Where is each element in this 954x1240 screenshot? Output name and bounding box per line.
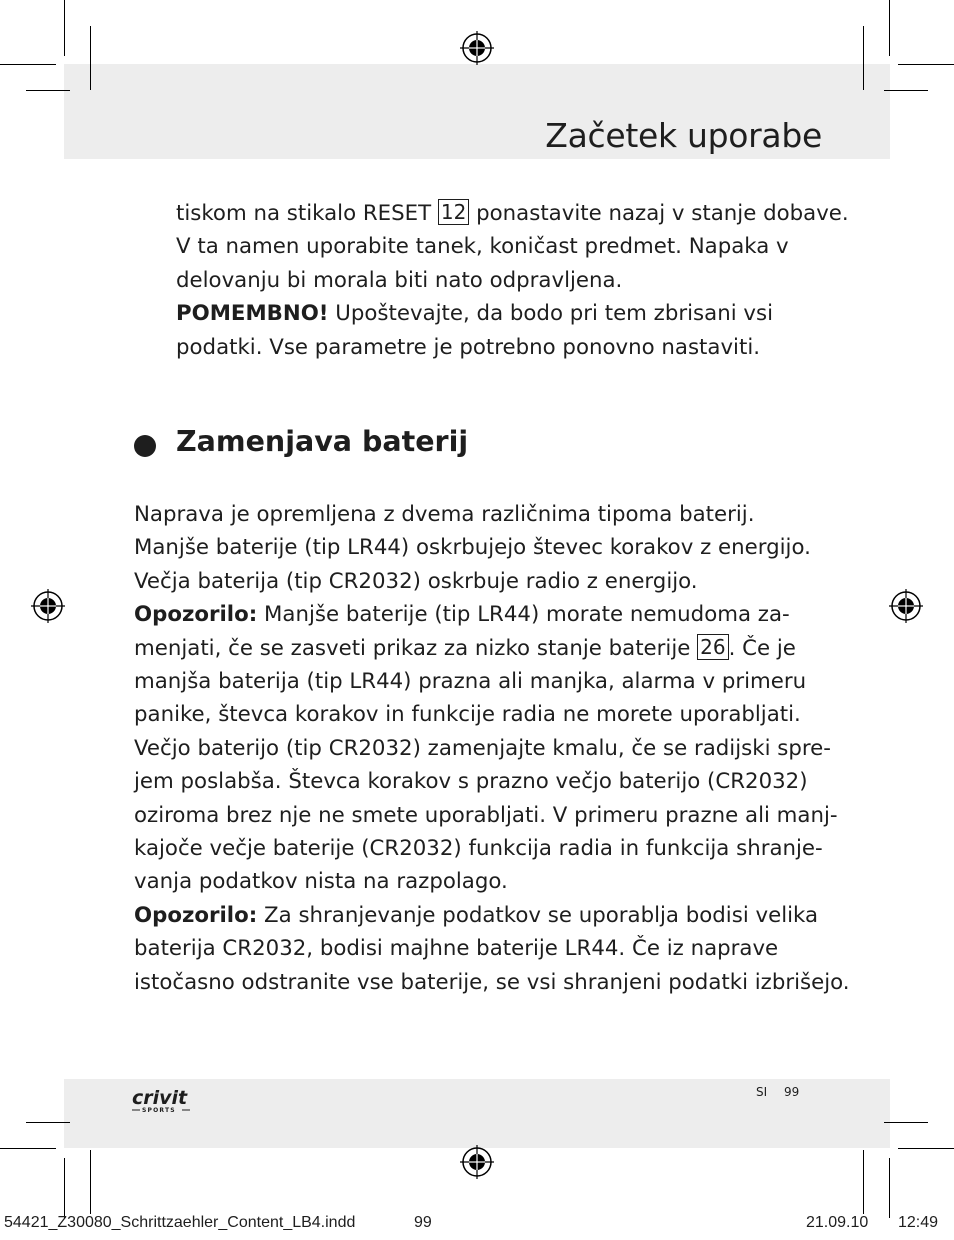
text-line — [134, 899, 854, 932]
text-span: Manjše baterije (tip LR44) morate nemudoma za- — [257, 602, 790, 628]
crop-mark — [898, 64, 954, 65]
text-span: Upoštevajte, da bodo pri tem zbrisani vsi — [328, 301, 773, 327]
text-line: baterija CR2032, bodisi majhne baterije LR44. Če iz naprave — [134, 936, 779, 962]
crop-mark — [884, 90, 928, 91]
crop-mark — [889, 0, 890, 56]
crop-mark — [0, 64, 56, 65]
registration-mark-icon — [889, 589, 923, 623]
slug-date: 21.09.10 — [806, 1214, 869, 1231]
text-span: tiskom na stikalo RESET — [176, 201, 438, 226]
crivit-logo — [132, 1086, 198, 1118]
crop-mark — [863, 1150, 864, 1214]
reference-number-26: 26 — [697, 634, 728, 660]
text-span: ponastavite nazaj v stanje dobave. — [469, 201, 849, 226]
text-line: manjša baterija (tip LR44) prazna ali manjka, alarma v primeru — [134, 669, 807, 695]
text-line — [134, 632, 854, 665]
text-line: Večja baterija (tip CR2032) oskrbuje radio z energijo. — [134, 568, 698, 594]
crop-mark — [64, 0, 65, 56]
registration-mark-icon — [31, 589, 65, 623]
text-line: jem poslabša. Števca korakov s prazno večjo baterijo (CR2032) — [134, 769, 808, 795]
text-line: panike, števca korakov in funkcije radia ne morete uporabljati. — [134, 702, 801, 728]
text-line: vanja podatkov nista na razpolago. — [134, 869, 508, 895]
language-code: SI — [756, 1085, 768, 1099]
text-line: Naprava je opremljena z dvema različnima tipoma baterij. — [134, 502, 755, 527]
logo-subtitle: SPORTS — [142, 1107, 176, 1114]
crop-mark — [863, 26, 864, 90]
crop-mark — [884, 1122, 928, 1123]
text-line: Večjo baterijo (tip CR2032) zamenjajte kmalu, če se radijski spre- — [134, 735, 831, 761]
crop-mark — [889, 1158, 890, 1218]
logo-wordmark: crivit — [132, 1087, 188, 1109]
text-line — [176, 297, 856, 330]
crop-mark — [0, 1148, 56, 1149]
text-line: podatki. Vse parametre je potrebno ponovno nastaviti. — [176, 334, 761, 360]
text-line: delovanju bi morala biti nato odpravljena. — [176, 267, 623, 293]
text-line: oziroma brez nje ne smete uporabljati. V primeru prazne ali manj- — [134, 802, 838, 828]
slug-time: 12:49 — [898, 1214, 939, 1231]
registration-mark-icon — [460, 1145, 494, 1179]
text-line — [176, 197, 856, 230]
section-body — [134, 498, 854, 999]
crop-mark — [26, 1122, 70, 1123]
text-line: istočasno odstranite vse baterije, se vsi shranjeni podatki izbrišejo. — [134, 969, 850, 995]
crop-mark — [64, 1158, 65, 1218]
intro-paragraph — [176, 197, 856, 364]
slug-page: 99 — [414, 1214, 432, 1231]
text-line: kajoče večje baterije (CR2032) funkcija radia in funkcija shranje- — [134, 836, 823, 862]
crop-mark — [898, 1148, 954, 1149]
slug-filename: 54421_Z30080_Schrittzaehler_Content_LB4.indd — [4, 1214, 356, 1231]
section-heading: Zamenjava baterij — [176, 425, 469, 458]
crop-mark — [26, 90, 70, 91]
warning-label: Opozorilo: — [134, 902, 258, 928]
page-title: Začetek uporabe — [545, 116, 822, 155]
registration-mark-icon — [460, 31, 494, 65]
text-line: V ta namen uporabite tanek, koničast predmet. Napaka v — [176, 234, 789, 260]
text-line — [134, 598, 854, 631]
page-number: 99 — [784, 1085, 800, 1099]
text-span: . Če je — [728, 635, 796, 661]
crop-mark — [90, 1150, 91, 1214]
important-label: POMEMBNO! — [176, 301, 329, 327]
text-line: Manjše baterije (tip LR44) oskrbujejo števec korakov z energijo. — [134, 535, 811, 561]
text-span: menjati, če se zasveti prikaz za nizko stanje baterije — [134, 635, 698, 661]
reference-number-12: 12 — [438, 199, 469, 225]
warning-label: Opozorilo: — [134, 602, 258, 628]
section-bullet-icon — [134, 435, 156, 457]
text-span: Za shranjevanje podatkov se uporablja bodisi velika — [257, 902, 819, 928]
crop-mark — [90, 26, 91, 90]
